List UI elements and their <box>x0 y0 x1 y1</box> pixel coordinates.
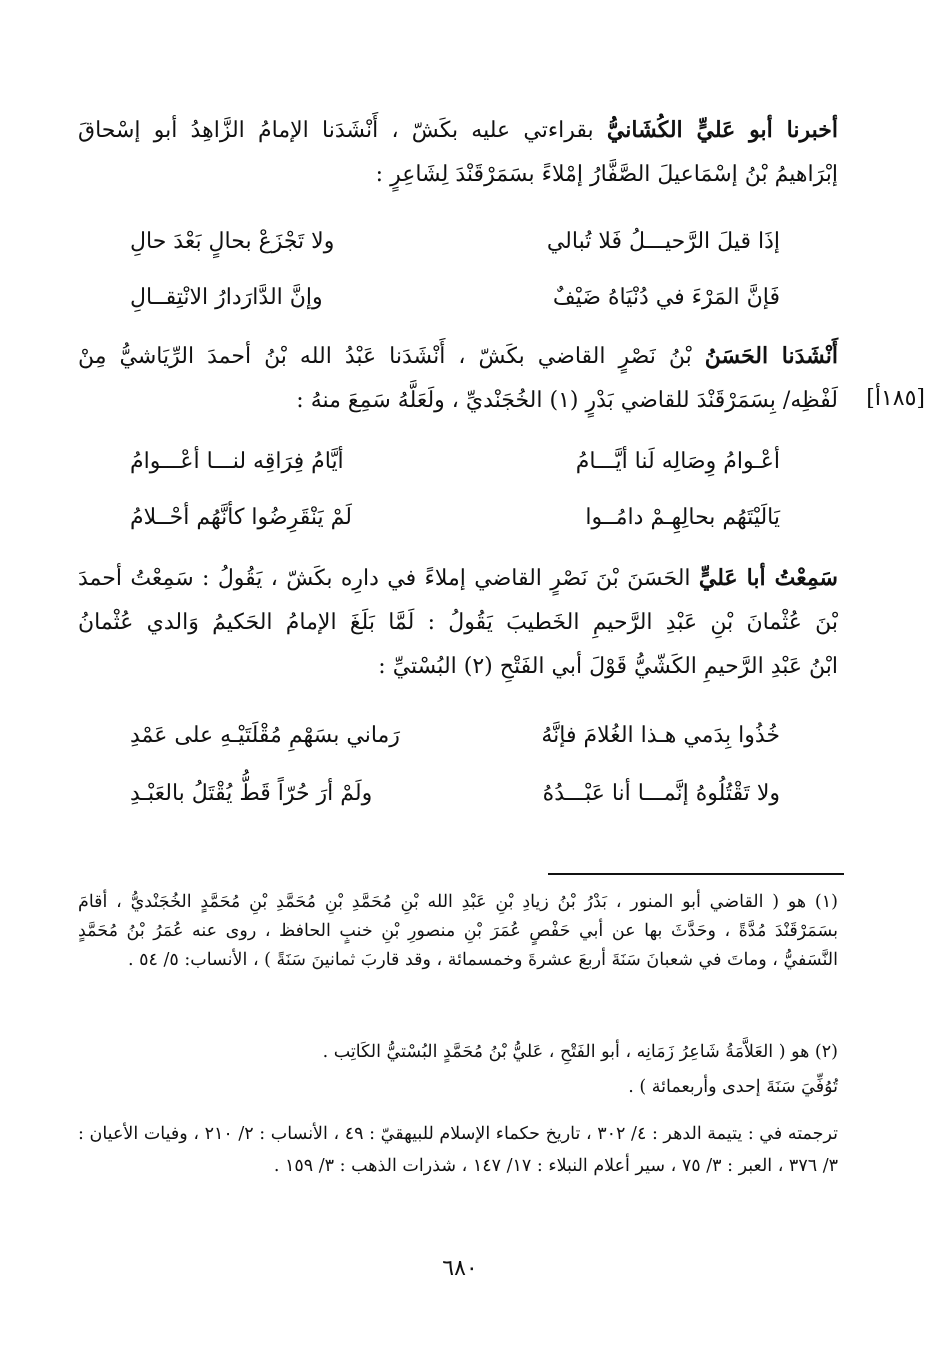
paragraph-3-last-line: ابْنُ عَبْدِ الرَّحيمِ الكَشّيُّ قَوْلَ أبي الفَتْحِ (٢) البُسْتيِّ : <box>378 654 838 679</box>
verse-3-second-hemistich: أيَّامُ فِرَاقِه لنـــا أعْـــوامُ <box>130 449 344 474</box>
footnote-2-text: (٢) هو ( العَلاَّمَةُ شَاعِرُ زَمَانِه ، أبو الفَتْحِ ، عَليُّ بْنُ مُحَمَّدٍ البُسْتيُّ الكَاتِب . <box>322 1042 838 1062</box>
paragraph-2-lead: أَنْشَدَنا الحَسَنُ <box>704 343 838 369</box>
paragraph-1-text: بقراءتي عليه بكَشّ ، أَنْشَدَنا الإمامُ الزَّاهِدُ أبو إسْحاقَ <box>78 118 607 143</box>
verse-3 <box>130 438 780 486</box>
verse-6-first-hemistich: ولا تَقْتُلُوهُ إنَّمـــا أنا عَبْـــدُهُ <box>542 781 780 806</box>
footnote-2-death: تُوُفِّيَ سَنَةَ إحدى وأربعمائة ) . <box>628 1077 838 1097</box>
paragraph-2-last-line: لَفْظِه/ بِسَمَرْقَنْدَ للقاضي بَدْرٍ (١) الخُجَنْديِّ ، ولَعَلَّهُ سَمِعَ منهُ : <box>296 388 838 413</box>
paragraph-2-text: بْنُ نَصْرٍ القاضي بكَشّ ، أَنْشَدَنا عَبْدُ الله بْنُ أحمدَ الرِّيَاشيُّ مِنْ <box>78 344 705 369</box>
verse-1-first-hemistich: إذَا قيلَ الرَّحيـــلُ فَلا تُبالي <box>546 229 780 254</box>
footnote-1: (١) هو ( القاضي أبو المنور ، بَدْرُ بْنُ زيادِ بْنِ عَبْدِ الله بْنِ مُحَمَّدِ بْنِ مُحَمَّدِ بْنِ مُحَمَّدٍ الخُجَنْديُّ ، أقامَ بسَمَرْقَنْدَ مُدَّةً ، وحَدَّثَ بها عن أبي حَفْصٍ عُمَرَ بْنِ منصورِ بْنِ خنبٍ الحافظ ، روى عنه عُمَرُ بْنُ مُحَمَّدٍ النَّسَفيُّ ، وماتَ في شعبانَ سَنَةَ أربعَ عشرةَ وخمسمائة ، وقد قاربَ ثمانينَ سَنَةً ) ، الأنساب: ٥/ ٥٤ . <box>78 892 838 970</box>
verse-4-first-hemistich: يَالَيْتَهُم بحالِهِـمْ دامُــوا <box>585 505 780 530</box>
page-number: ٦٨٠ <box>442 1256 478 1281</box>
verse-3-first-hemistich: أعْـوامُ وِصَالِه لَنا أيَّـــامُ <box>575 449 780 474</box>
paragraph-1-lead: أخبرنا أبو عَليٍّ الكُشَانيُّ <box>606 117 838 143</box>
footnote-2 <box>78 1038 838 1102</box>
verse-6 <box>130 770 780 818</box>
paragraph-2 <box>78 334 838 423</box>
verse-1 <box>130 218 780 266</box>
paragraph-3-text: الحَسَنَ بْنَ نَصْرٍ القاضي إملاءً في دارِه بكَشّ ، يَقُولُ : سَمِعْتُ أحمدَ بْنَ عُثْمانَ بْنِ عَبْدِ الرَّحيمِ الخَطيبَ يَقُولُ : لَمَّا بَلَغَ الإمامُ الحَكيمُ وَالدي عُثْمانُ <box>78 566 838 635</box>
paragraph-3-lead: سَمِعْتُ أبا عَليٍّ <box>698 565 838 591</box>
verse-2-first-hemistich: فَإنَّ المَرْءَ في دُنْيَاهُ ضَيْفٌ <box>552 285 780 310</box>
verse-2-second-hemistich: وإنَّ الدَّارَدارُ الانْتِقــالِ <box>130 285 323 310</box>
footnote-separator <box>548 873 844 875</box>
verse-6-second-hemistich: ولَمْ أرَ حُرّاً قَطُّ يُقْتَلُ بالعَبْـدِ <box>130 781 373 806</box>
verse-5-second-hemistich: رَماني بسَهْمِ مُقْلَتَيْـهِ على عَمْدِ <box>130 723 400 748</box>
verse-4 <box>130 494 780 542</box>
manuscript-folio-marker: [١٨٥أ] <box>866 386 925 411</box>
paragraph-1-last-line: إبْرَاهيمُ بْنُ إسْمَاعيلَ الصَّفَّارُ إمْلاءً بسَمَرْقَنْدَ لِشَاعِرٍ : <box>375 162 838 187</box>
verse-5 <box>130 712 780 760</box>
paragraph-1 <box>78 108 838 197</box>
verse-4-second-hemistich: لَمْ يَنْقَرِضُوا كأنَّهُم أحْــلامُ <box>130 505 352 530</box>
verse-1-second-hemistich: ولا تَجْزَعْ بحالٍ بَعْدَ حالِ <box>130 229 335 254</box>
verse-2 <box>130 274 780 322</box>
verse-5-first-hemistich: خُذُوا بِدَمي هـذا الغُلامَ فإنَّهُ <box>541 723 780 748</box>
paragraph-3 <box>78 556 838 689</box>
footnote-2-references: ترجمته في : يتيمة الدهر : ٤/ ٣٠٢ ، تاريخ حكماء الإسلام للبيهقيّ : ٤٩ ، الأنساب : ٢/ ٢١٠ ، وفيات الأعيان : ٣/ ٣٧٦ ، العبر : ٣/ ٧٥ ، سير أعلام النبلاء : ١٧/ ١٤٧ ، شذرات الذهب : ٣/ ١٥٩ . <box>78 1124 838 1176</box>
